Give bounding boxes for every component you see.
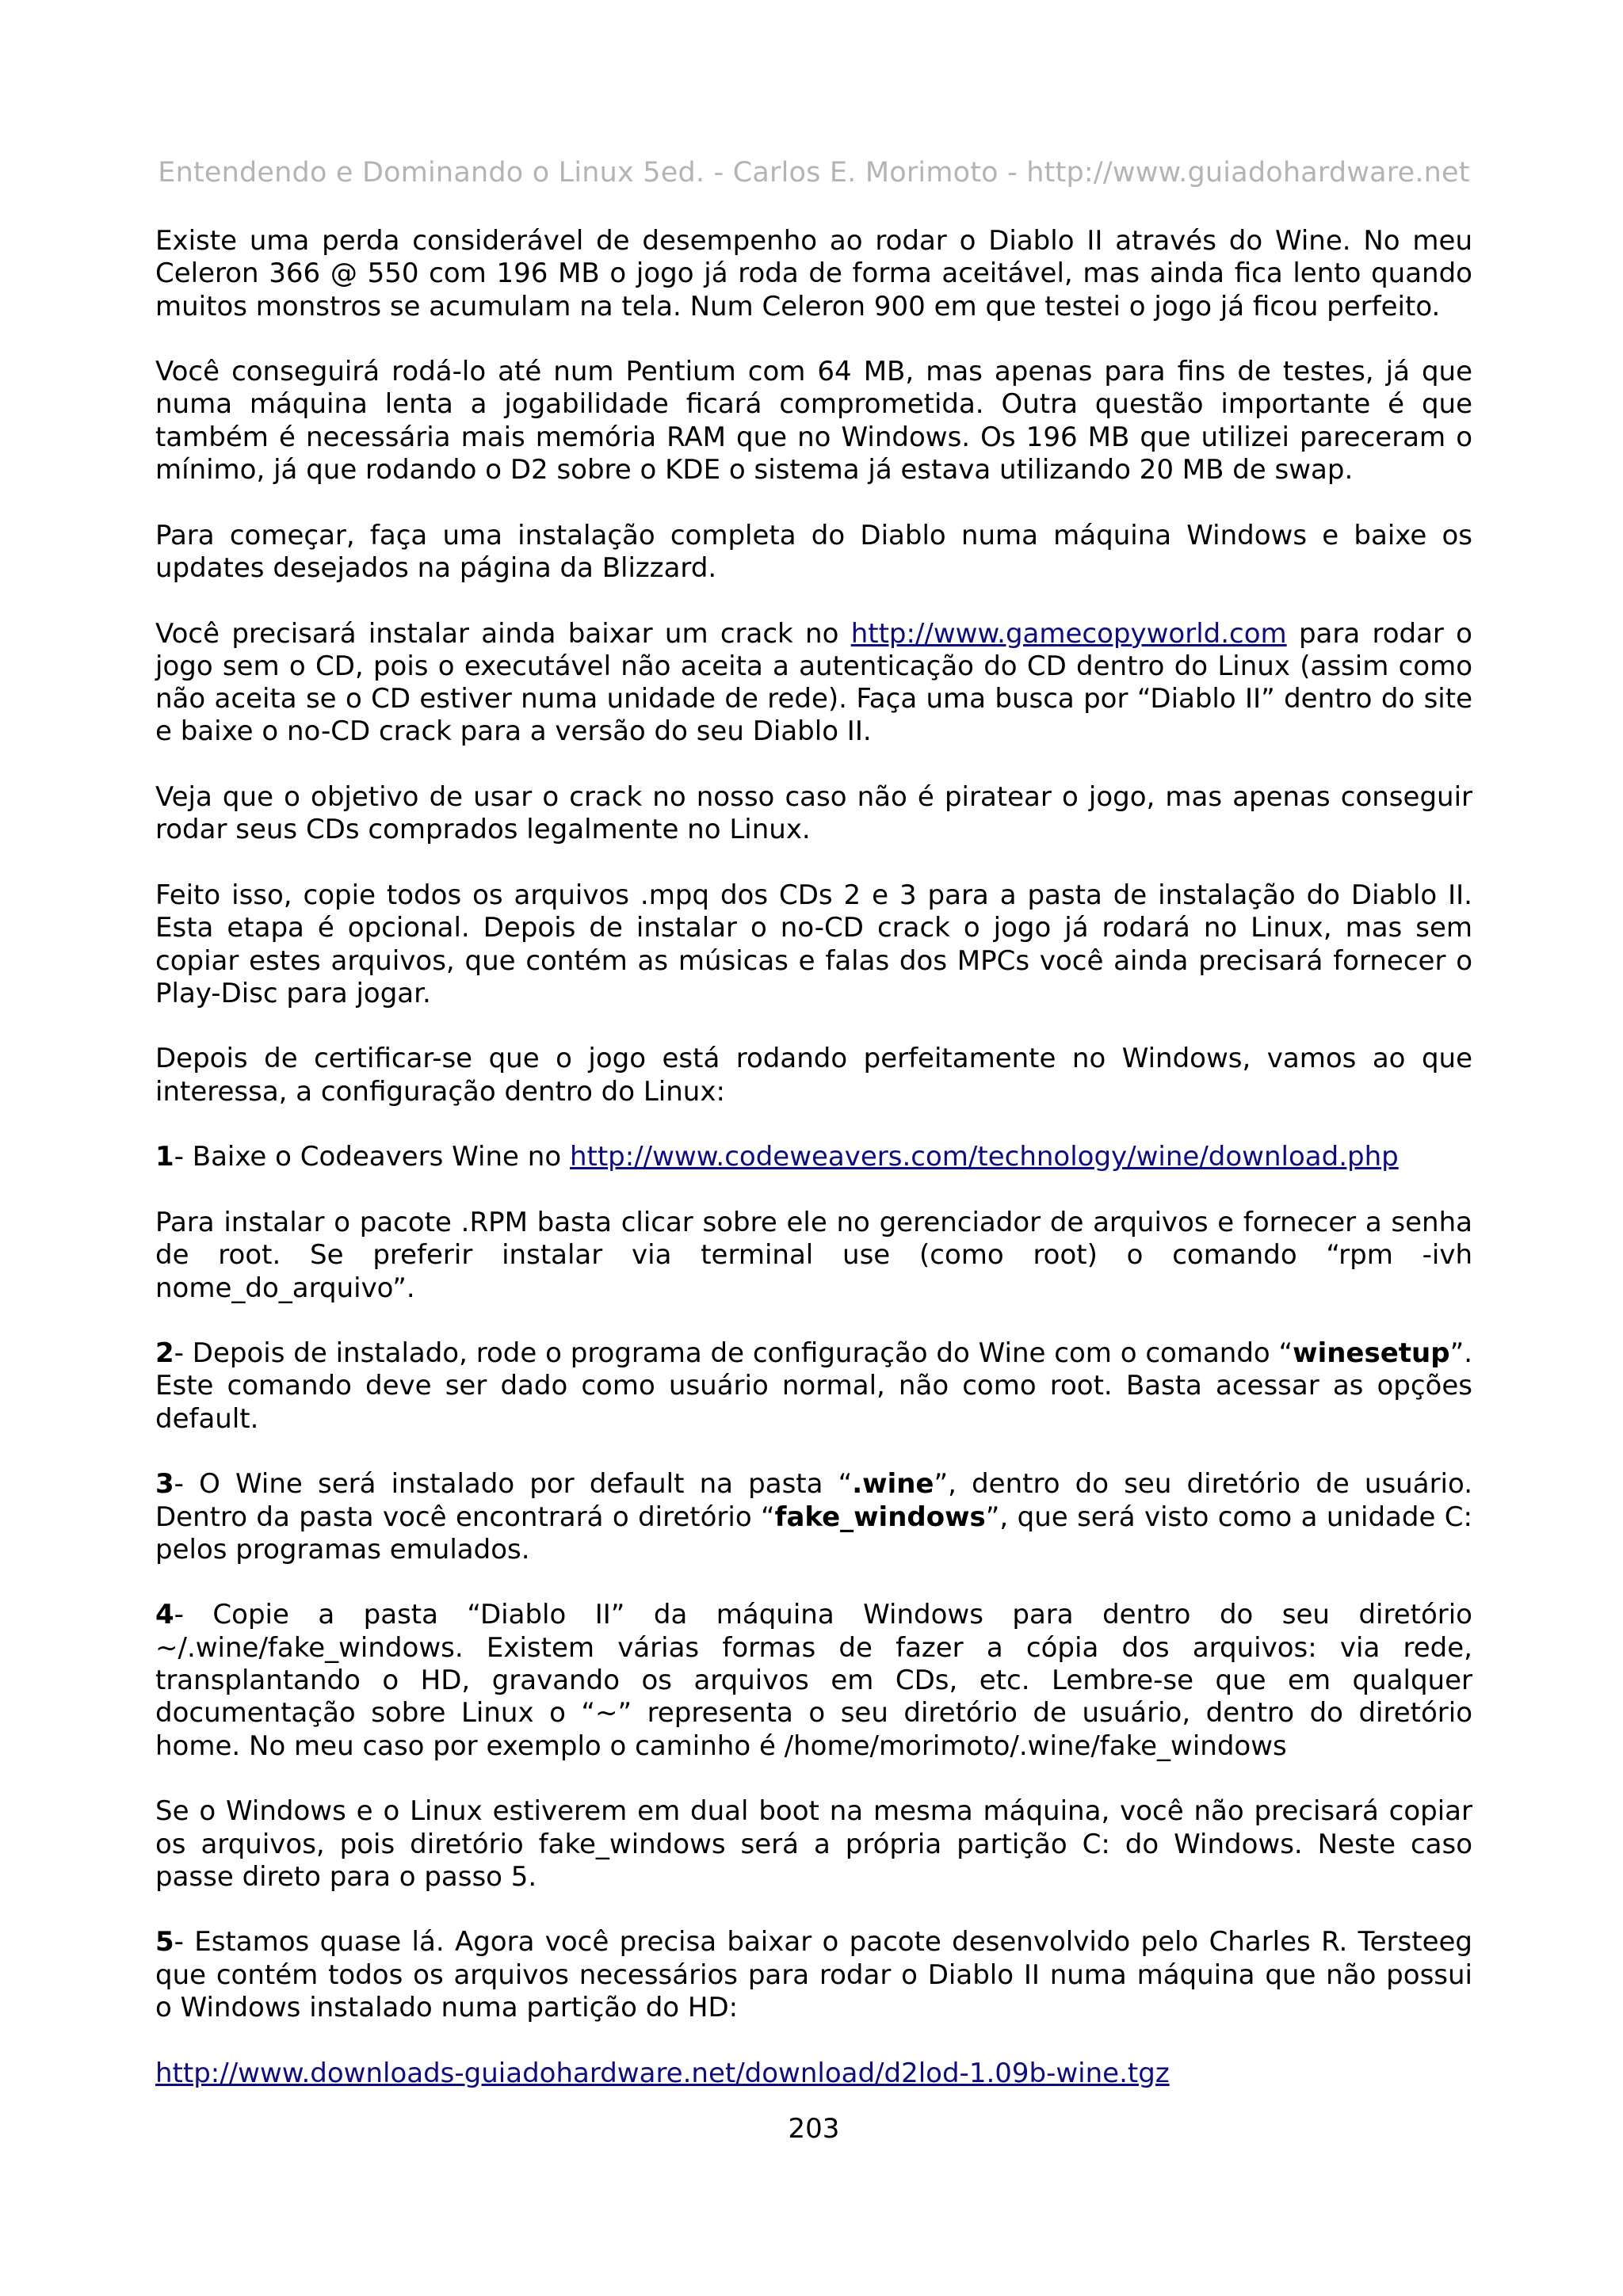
step-number: 5 xyxy=(155,1926,174,1958)
d2lod-download-link[interactable]: http://www.downloads-guiadohardware.net/download/d2lod-1.09b-wine.tgz xyxy=(155,2057,1170,2089)
paragraph: Depois de certificar-se que o jogo está rodando perfeitamente no Windows, vamos ao que interessa, a configuração dentro do Linux: xyxy=(155,1043,1472,1108)
paragraph: Você conseguirá rodá-lo até num Pentium com 64 MB, mas apenas para fins de testes, já que numa máquina lenta a jogabilidade ficará comprometida. Outra questão importante é que também é necessária mais memória RAM que no Windows. Os 196 MB que utilizei pareceram o mínimo, já que rodando o D2 sobre o KDE o sistema já estava utilizando 20 MB de swap. xyxy=(155,356,1472,486)
text-span: ”. Este comando deve ser dado como usuário normal, não como root. Basta acessar as opções default. xyxy=(155,1337,1472,1435)
gamecopyworld-link[interactable]: http://www.gamecopyworld.com xyxy=(850,617,1287,650)
step-5 xyxy=(155,1926,1472,2024)
text-span: - Estamos quase lá. Agora você precisa baixar o pacote desenvolvido pelo Charles R. Tersteeg que contém todos os arquivos necessários para rodar o Diablo II numa máquina que não possui o Windows instalado numa partição do HD: xyxy=(155,1926,1472,2024)
step-4 xyxy=(155,1599,1472,1762)
text-span: - Depois de instalado, rode o programa de configuração do Wine com o comando “ xyxy=(174,1337,1293,1370)
paragraph: Feito isso, copie todos os arquivos .mpq dos CDs 2 e 3 para a pasta de instalação do Diablo II. Esta etapa é opcional. Depois de instalar o no-CD crack o jogo já rodará no Linux, mas sem copiar estes arquivos, que contém as músicas e falas dos MPCs você ainda precisará fornecer o Play-Disc para jogar. xyxy=(155,879,1472,1009)
running-header: Entendendo e Dominando o Linux 5ed. - Carlos E. Morimoto - http://www.guiadohardware.net xyxy=(158,157,1470,189)
text-span: - Copie a pasta “Diablo II” da máquina Windows para dentro do seu diretório ~/.wine/fake_windows. Existem várias formas de fazer a cópia dos arquivos: via rede, transplantando o HD, gravando os arquivos em CDs, etc. Lembre-se que em qualquer documentação sobre Linux o “~” representa o seu diretório de usuário, dentro do diretório home. No meu caso por exemplo o caminho é /home/morimoto/.wine/fake_windows xyxy=(155,1599,1472,1762)
paragraph-crack xyxy=(155,618,1472,749)
text-span: para rodar o jogo sem o CD, pois o executável não aceita a autenticação do CD dentro do Linux (assim como não aceita se o CD estiver numa unidade de rede). Faça uma busca por “Diablo II” dentro do site e baixe o no-CD crack para a versão do seu Diablo II. xyxy=(155,617,1472,748)
step-2 xyxy=(155,1337,1472,1436)
paragraph: Se o Windows e o Linux estiverem em dual boot na mesma máquina, você não precisará copiar os arquivos, pois diretório fake_windows será a própria partição C: do Windows. Neste caso passe direto para o passo 5. xyxy=(155,1795,1472,1893)
paragraph: Veja que o objetivo de usar o crack no nosso caso não é piratear o jogo, mas apenas conseguir rodar seus CDs comprados legalmente no Linux. xyxy=(155,781,1472,846)
step-3 xyxy=(155,1468,1472,1566)
paragraph: Para começar, faça uma instalação completa do Diablo numa máquina Windows e baixe os updates desejados na página da Blizzard. xyxy=(155,519,1472,584)
text-span: ”, dentro do seu diretório de usuário. Dentro da pasta você encontrará o diretório “ xyxy=(155,1468,1473,1533)
codeweavers-download-link[interactable]: http://www.codeweavers.com/technology/wine/download.php xyxy=(569,1141,1399,1173)
step-1 xyxy=(155,1141,1472,1173)
step-number: 1 xyxy=(155,1141,174,1173)
text-span: - Baixe o Codeavers Wine no xyxy=(174,1141,570,1173)
dir-wine: .wine xyxy=(852,1468,934,1501)
download-paragraph xyxy=(155,2058,1472,2090)
paragraph: Para instalar o pacote .RPM basta clicar sobre ele no gerenciador de arquivos e fornecer a senha de root. Se preferir instalar via terminal use (como root) o comando “rpm -ivh nome_do_arquivo”. xyxy=(155,1206,1472,1304)
command-winesetup: winesetup xyxy=(1293,1337,1450,1370)
page-number: 203 xyxy=(788,2113,840,2145)
paragraph: Existe uma perda considerável de desempenho ao rodar o Diablo II através do Wine. No meu Celeron 366 @ 550 com 196 MB o jogo já roda de forma aceitável, mas ainda fica lento quando muitos monstros se acumulam na tela. Num Celeron 900 em que testei o jogo já ficou perfeito. xyxy=(155,225,1472,322)
step-number: 3 xyxy=(155,1468,174,1501)
document-body xyxy=(155,225,1472,2122)
step-number: 2 xyxy=(155,1337,174,1370)
dir-fake-windows: fake_windows xyxy=(774,1501,986,1533)
step-number: 4 xyxy=(155,1599,174,1631)
text-span: ”, que será visto como a unidade C: pelos programas emulados. xyxy=(155,1501,1472,1566)
text-span: - O Wine será instalado por default na pasta “ xyxy=(174,1468,853,1501)
text-span: Você precisará instalar ainda baixar um crack no xyxy=(155,617,851,650)
